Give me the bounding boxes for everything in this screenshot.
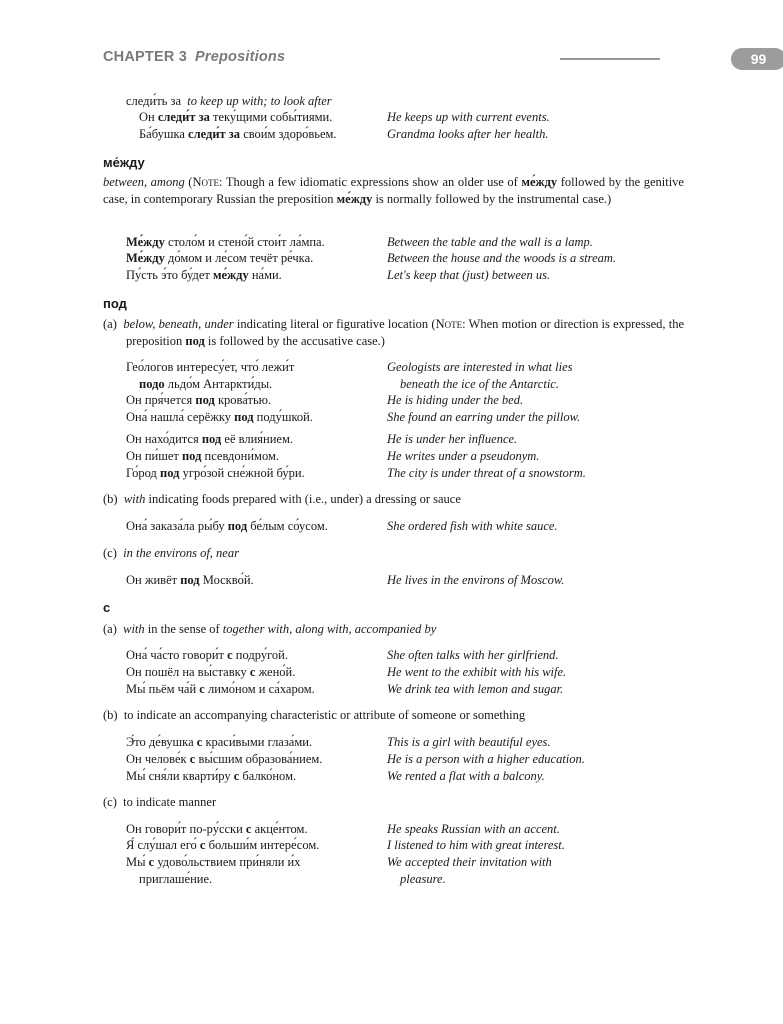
example-ru: Ме́жду до́мом и ле́сом течёт ре́чка. — [126, 251, 314, 265]
pod-sense-a: (a) below, beneath, under indicating literal or figurative location (Note: When motion or direction is expressed, the preposition под is followed by the accusative case.) — [103, 317, 684, 348]
mezhdu-definition: between, among (Note: Though a few idiomatic expressions show an older use of ме́жду followed by the genitive case, in contemporary Russian the preposition ме́жду is normally followed by the instrumental case.) — [103, 175, 684, 206]
example-ru: Он нахо́дится под её влия́нием. — [126, 432, 293, 446]
example-ru: Он челове́к с вы́сшим образова́нием. — [126, 752, 323, 766]
example-en: He keeps up with current events. — [387, 110, 550, 124]
example-en: pleasure. — [400, 872, 446, 886]
example-ru: Она́ заказа́ла ры́бу под бе́лым со́усом. — [126, 519, 328, 533]
s-sense-a: (a) with in the sense of together with, along with, accompanied by — [103, 622, 437, 636]
example-ru: Я́ слу́шал его́ с больши́м интере́сом. — [126, 838, 320, 852]
header-rule — [560, 58, 660, 60]
example-en: He writes under a pseudonym. — [387, 449, 540, 463]
example-ru: Мы́ пьём ча́й с лимо́ном и са́харом. — [126, 682, 315, 696]
example-ru: Она́ ча́сто говори́т с подру́гой. — [126, 648, 288, 662]
example-en: We accepted their invitation with — [387, 855, 552, 869]
example-ru: Он следи́т за теку́щими собы́тиями. — [139, 110, 333, 124]
example-ru: Он пошёл на вы́ставку с жено́й. — [126, 665, 296, 679]
s-sense-b: (b) to indicate an accompanying characteristic or attribute of someone or something — [103, 708, 526, 722]
example-ru: Он пи́шет под псевдони́мом. — [126, 449, 280, 463]
example-en: This is a girl with beautiful eyes. — [387, 735, 551, 749]
example-en: He went to the exhibit with his wife. — [387, 665, 567, 679]
chapter-label: CHAPTER 3 Prepositions — [103, 49, 286, 65]
example-en: He is under her influence. — [387, 432, 518, 446]
example-ru: Мы́ сня́ли кварти́ру с балко́ном. — [126, 769, 297, 783]
example-ru: Он живёт под Москво́й. — [126, 573, 254, 587]
example-ru: подо льдо́м Антаркти́ды. — [139, 377, 273, 391]
s-sense-c: (c) to indicate manner — [103, 795, 217, 809]
example-en: Geologists are interested in what lies — [387, 360, 573, 374]
example-en: Grandma looks after her health. — [387, 127, 549, 141]
heading-pod: под — [103, 296, 127, 311]
example-en: The city is under threat of a snowstorm. — [387, 466, 586, 480]
example-en: We rented a flat with a balcony. — [387, 769, 545, 783]
example-ru: Пу́сть э́то бу́дет ме́жду на́ми. — [126, 268, 282, 282]
example-en: We drink tea with lemon and sugar. — [387, 682, 564, 696]
example-en: She often talks with her girlfriend. — [387, 648, 559, 662]
example-ru: Он говори́т по-ру́сски с акце́нтом. — [126, 822, 308, 836]
example-en: She ordered fish with white sauce. — [387, 519, 558, 533]
example-en: Let's keep that (just) between us. — [387, 268, 551, 282]
pod-sense-c: (c) in the environs of, near — [103, 546, 239, 560]
example-en: Between the table and the wall is a lamp. — [387, 235, 593, 249]
example-en: beneath the ice of the Antarctic. — [400, 377, 559, 391]
example-en: I listened to him with great interest. — [387, 838, 565, 852]
example-ru: Го́род под угро́зой сне́жной бу́ри. — [126, 466, 305, 480]
pod-sense-b: (b) with indicating foods prepared with (i.e., under) a dressing or sauce — [103, 492, 461, 506]
running-header — [103, 48, 767, 70]
page-number: 99 — [731, 48, 783, 70]
example-en: She found an earring under the pillow. — [387, 410, 581, 424]
example-ru: Мы́ с удово́льствием при́няли и́х — [126, 855, 301, 869]
example-ru: Она́ нашла́ серёжку под поду́шкой. — [126, 410, 313, 424]
example-ru: Гео́логов интересу́ет, что́ лежи́т — [126, 360, 295, 374]
idiom-entry: следи́ть за to keep up with; to look after — [126, 94, 332, 108]
example-en: He speaks Russian with an accent. — [387, 822, 560, 836]
heading-s: с — [103, 600, 111, 615]
example-ru: Он пря́чется под крова́тью. — [126, 393, 272, 407]
example-ru: Ме́жду столо́м и стено́й стои́т ла́мпа. — [126, 235, 325, 249]
example-ru: Ба́бушка следи́т за свои́м здоро́вьем. — [139, 127, 337, 141]
heading-mezhdu: ме́жду — [103, 155, 145, 170]
example-ru: Э́то де́вушка с краси́выми глаза́ми. — [126, 735, 313, 749]
example-en: He is a person with a higher education. — [387, 752, 585, 766]
example-en: Between the house and the woods is a stream. — [387, 251, 617, 265]
example-en: He lives in the environs of Moscow. — [387, 573, 565, 587]
example-ru: приглаше́ние. — [139, 872, 213, 886]
example-en: He is hiding under the bed. — [387, 393, 524, 407]
